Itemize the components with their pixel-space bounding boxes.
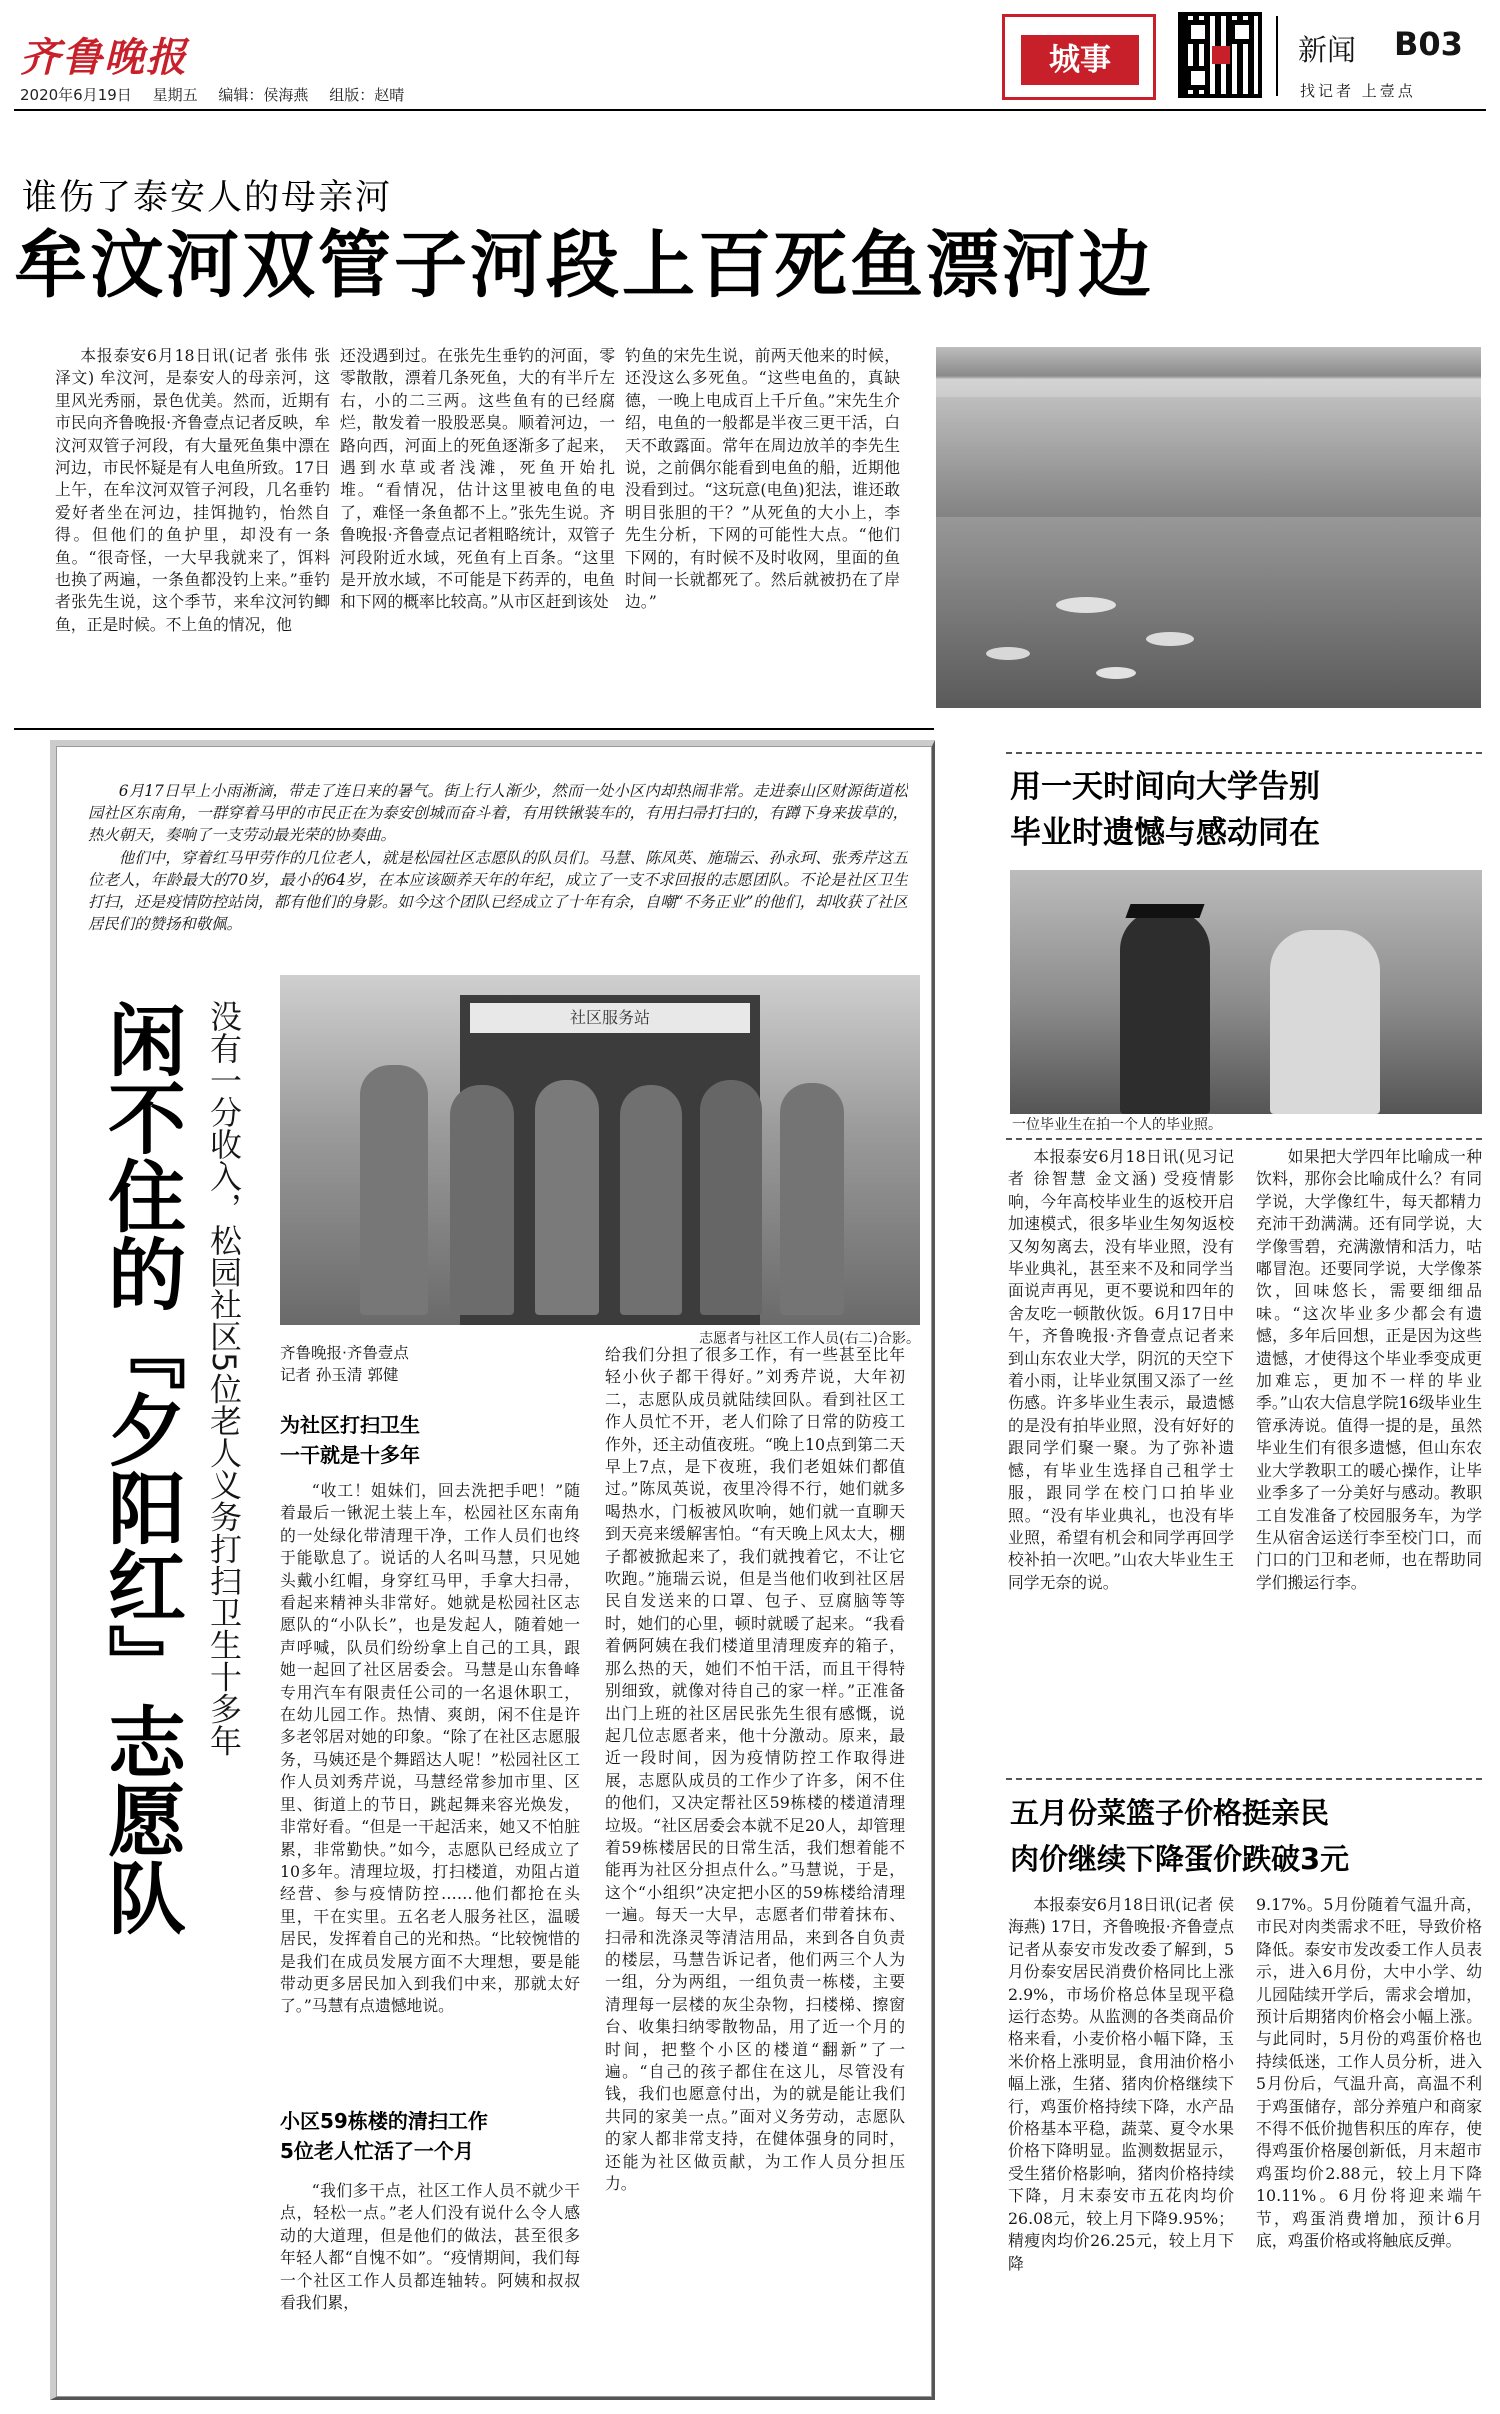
story1-kicker: 谁伤了泰安人的母亲河: [22, 178, 393, 218]
story1-headline: 牟汶河双管子河段上百死鱼漂河边: [14, 223, 1154, 308]
story2-intro: [88, 780, 908, 980]
story2-subhead-1b: 一干就是十多年: [280, 1443, 420, 1467]
graduation-photo-caption: 一位毕业生在拍一个人的毕业照。: [1012, 1117, 1222, 1133]
issue-info: [20, 84, 404, 105]
section-tag: 城事: [1021, 35, 1139, 85]
photo-water-icon: [936, 397, 1481, 517]
story3-caption-rule: [1006, 1138, 1482, 1140]
story1-bottom-rule: [14, 728, 934, 730]
photo-sign: 社区服务站: [470, 1003, 750, 1033]
story4-headline-line1: 五月份菜篮子价格挺亲民: [1010, 1796, 1330, 1830]
volunteers-photo-caption: 志愿者与社区工作人员(右二)合影。: [699, 1331, 920, 1347]
header-divider: [1276, 16, 1278, 96]
qr-code-icon: [1178, 12, 1262, 98]
mortarboard-icon: [1125, 904, 1204, 918]
story2-column-b: 给我们分担了很多工作，有一些甚至比年轻小伙子都干得好。”刘秀芹说，大年初二，志愿队成员就陆续回队。看到社区工作人员忙不开，老人们除了日常的防疫工作外，还主动值夜班。“晚上10点到第二天早上7点，是下夜班，我们老姐妹们都值过。”陈凤英说，夜里冷得不行，她们就多喝热水，门板被风吹响，她们就一直聊天到天亮来缓解害怕。“有天晚上风太大，棚子都被掀起来了，我们就拽着它，不让它吹跑。”施瑞云说，但是当他们收到社区居民自发送来的口罩、包子、豆腐脑等等时，她们的心里，顿时就暖了起来。“我看着俩阿姨在我们楼道里清理废弃的箱子，那么热的天，她们不怕干活，而且干得特别细致，就像对待自己的家一样。”正准备出门上班的社区居民张先生很有感慨，说起几位志愿者来，他十分激动。原来，最近一段时间，因为疫情防控工作取得进展，志愿队成员的工作少了许多，闲不住的他们，又决定帮社区59栋楼的楼道清理垃圾。“社区居委会本就不足20人，却管理着59栋楼居民的日常生活，我们想着能不能再为社区分担点什么。”马慧说，于是，这个“小组织”决定把小区的59栋楼给清理一遍。每天一大早，志愿者们带着抹布、扫帚和洗涤灵等清洁用品，来到各自负责的楼层，马慧告诉记者，他们两三个人为一组，分为两组，一组负责一栋楼，主要清理每一层楼的灰尘杂物，扫楼梯、擦窗台、收集扫纳零散物品，用了近一个月的时间，把整个小区的楼道“翻新”了一遍。“自己的孩子都住在这儿，尽管没有钱，我们也愿意付出，为的就是能让我们共同的家美一点。”面对义务劳动，志愿队的家人都非常支持，在健体强身的同时，还能为社区做贡献，为工作人员分担压力。: [605, 1345, 905, 2194]
person-icon: [1270, 930, 1380, 1114]
masthead-rule: [14, 109, 1486, 111]
fish-icon: [1096, 667, 1136, 679]
story2-byline: [280, 1342, 409, 1386]
story2-column-a1: “收工！姐妹们，回去洗把手吧！”随着最后一锹泥土装上车，松园社区东南角的一处绿化带清理干净，工作人员们也终于能歇息了。说话的人名叫马慧，只见她头戴小红帽，身穿红马甲，手拿大扫帚，看起来精神头非常好。她就是松园社区志愿队的“小队长”，也是发起人，随着她一声呼喊，队员们纷纷拿上自己的工具，跟她一起回了社区居委会。马慧是山东鲁峰专用汽车有限责任公司的一名退休职工，在幼儿园工作。热情、爽朗，闲不住是许多老邻居对她的印象。“除了在社区志愿服务，马姨还是个舞蹈达人呢！”松园社区工作人员刘秀芹说，马慧经常参加市里、区里、街道上的节日，跳起舞来容光焕发，非常好看。“但是一干起活来，她又不怕脏累，非常勤快。”如今，志愿队已经成立了10多年。清理垃圾，打扫楼道，劝阻占道经营、参与疫情防控……他们都抢在头里，干在实里。五名老人服务社区，温暖居民，发挥着自己的光和热。“比较惋惜的是我们在成员发展方面不大理想，要是能带动更多居民加入到我们中来，那就太好了。”马慧有点遗憾地说。: [280, 1481, 580, 2016]
issue-date: 2020年6月19日: [20, 86, 132, 104]
person-icon: [535, 1080, 599, 1315]
story2-intro-paragraph-2: 他们中，穿着红马甲劳作的几位老人，就是松园社区志愿队的队员们。马慧、陈凤英、施瑞云、孙永珂、张秀芹这五位老人，年龄最大的70岁，最小的64岁，在本应该颐养天年的年纪，成立了一支不求回报的志愿团队。不论是社区卫生打扫，还是疫情防控站岗，都有他们的身影。如今这个团队已经成立了十年有余，自嘲“不务正业”的他们，却收获了社区居民们的赞扬和敬佩。: [88, 848, 908, 934]
story2-subhead-1: [280, 1410, 420, 1470]
slogan: 找记者 上壹点: [1300, 82, 1416, 100]
story2-byline-outlet: 齐鲁晚报·齐鲁壹点: [280, 1344, 409, 1362]
story2-byline-reporters: 记者 孙玉清 郭健: [280, 1366, 399, 1384]
story2-headline: 闲不住的『夕阳红』志愿队: [95, 1000, 185, 1936]
story3-top-rule: [1006, 752, 1482, 754]
story1-column-3: 钓鱼的宋先生说，前两天他来的时候，还没这么多死鱼。“这些电鱼的，真缺德，一晚上电成百上千斤鱼。”宋先生介绍，电鱼的一般都是半夜三更干活，白天不敢露面。常年在周边放羊的李先生说，之前偶尔能看到电鱼的船，近期他没看到过。“这玩意(电鱼)犯法，谁还敢明目张胆的干？”从死鱼的大小上，李先生分析，下网的可能性大点。“他们下网的，有时候不及时收网，里面的鱼时间一长就都死了。然后就被扔在了岸边。”: [625, 346, 900, 612]
channel-name: 新闻: [1298, 33, 1357, 67]
story1-column-2: 还没遇到过。在张先生垂钓的河面，零零散散，漂着几条死鱼，大的有半斤左右，小的二三两。这些鱼有的已经腐烂，散发着一股股恶臭。顺着河边，一路向西，河面上的死鱼逐渐多了起来，遇到水草或者浅滩，死鱼开始扎堆。“看情况，估计这里被电鱼的电了，难怪一条鱼都不上。”张先生说。齐鲁晚报·齐鲁壹点记者粗略统计，双管子河段附近水域，死鱼有上百条。“这里是开放水域，不可能是下药弄的，电鱼和下网的概率比较高。”从市区赶到该处: [340, 346, 615, 612]
newspaper-logo: 齐鲁晚报: [20, 34, 188, 81]
volunteers-photo: [280, 975, 920, 1325]
story2-subhead-2b: 5位老人忙活了一个月: [280, 2139, 474, 2163]
issue-designer: 组版：赵晴: [329, 86, 405, 104]
fish-icon: [1146, 632, 1194, 646]
story3-headline-line2: 毕业时遗憾与感动同在: [1010, 815, 1320, 851]
story3-headline-line1: 用一天时间向大学告别: [1010, 769, 1320, 805]
graduation-photo: [1010, 870, 1482, 1114]
story2-subhead-2a: 小区59栋楼的清扫工作: [280, 2109, 488, 2133]
dead-fish-photo: [936, 347, 1481, 708]
issue-editor: 编辑：侯海燕: [218, 86, 309, 104]
issue-weekday: 星期五: [152, 86, 198, 104]
person-icon: [700, 1080, 762, 1315]
page-number: B03: [1394, 25, 1463, 63]
section-tag-box: [1002, 14, 1156, 100]
fish-icon: [986, 647, 1030, 660]
person-icon: [450, 1085, 514, 1315]
story4-headline-line2: 肉价继续下降蛋价跌破3元: [1010, 1842, 1350, 1876]
story3-column-1: 本报泰安6月18日讯(见习记者 徐智慧 金文涵) 受疫情影响，今年高校毕业生的返校开启加速模式，很多毕业生匆匆返校又匆匆离去，没有毕业照，没有毕业典礼，甚至来不及和同学当面说声再见，更不要说和四年的舍友吃一顿散伙饭。6月17日中午，齐鲁晚报·齐鲁壹点记者来到山东农业大学，阴沉的天空下着小雨，让毕业氛围又添了一丝伤感。许多毕业生表示，最遗憾的是没有拍毕业照，没有好好的跟同学们聚一聚。为了弥补遗憾，有毕业生选择自己租学士服，跟同学在校门口拍毕业照。“没有毕业典礼，也没有毕业照，希望有机会和同学再回学校补拍一次吧。”山农大毕业生王同学无奈的说。: [1008, 1147, 1234, 1592]
story4-column-1: 本报泰安6月18日讯(记者 侯海燕) 17日，齐鲁晚报·齐鲁壹点记者从泰安市发改委了解到，5月份泰安居民消费价格同比上涨2.9%，市场价格总体呈现平稳运行态势。从监测的各类商品价格来看，小麦价格小幅下降，玉米价格上涨明显，食用油价格小幅上涨，生猪、猪肉价格继续下行，鸡蛋价格持续下降，水产品价格基本平稳，蔬菜、夏令水果价格下降明显。监测数据显示，受生猪价格影响，猪肉价格持续下降，月末泰安市五花肉均价26.08元，较上月下降9.95%；精瘦肉均价26.25元，较上月下降: [1008, 1895, 1234, 2273]
story2-subhead-2: [280, 2106, 488, 2166]
person-icon: [360, 1065, 428, 1315]
person-icon: [620, 1085, 682, 1315]
masthead: [0, 0, 1500, 112]
story4-top-rule: [1006, 1778, 1482, 1780]
story1-column-1: 本报泰安6月18日讯(记者 张伟 张泽文) 牟汶河，是泰安人的母亲河，这里风光秀丽，景色优美。然而，近期有市民向齐鲁晚报·齐鲁壹点记者反映，牟汶河双管子河段，有大量死鱼集中漂在河边，市民怀疑是有人电鱼所致。17日上午，在牟汶河双管子河段，几名垂钓爱好者坐在河边，挂饵抛钓，怡然自得。但他们的鱼护里，却没有一条鱼。“很奇怪，一大早我就来了，饵料也换了两遍，一条鱼都没钓上来。”垂钓者张先生说，这个季节，来牟汶河钓鲫鱼，正是时候。不上鱼的情况，他: [55, 346, 330, 634]
story4-headline: [1010, 1790, 1349, 1882]
story3-headline: [1010, 764, 1320, 856]
fish-icon: [1056, 597, 1116, 613]
story2-subheadline: 没有一分收入，松园社区5位老人义务打扫卫生十多年: [205, 1000, 243, 1757]
story4-column-2: 9.17%。5月份随着气温升高，市民对肉类需求不旺，导致价格降低。泰安市发改委工作人员表示，进入6月份，大中小学、幼儿园陆续开学后，需求会增加，预计后期猪肉价格会小幅上涨。与此同时，5月份的鸡蛋价格也持续低迷，工作人员分析，进入5月份后，气温升高，高温不利于鸡蛋储存，部分养殖户和商家不得不低价抛售积压的库存，使得鸡蛋价格屡创新低，月末超市鸡蛋均价2.88元，较上月下降10.11%。6月份将迎来端午节，鸡蛋消费增加，预计6月底，鸡蛋价格或将触底反弹。: [1256, 1895, 1482, 2251]
story3-column-2: 如果把大学四年比喻成一种饮料，那你会比喻成什么？有同学说，大学像红牛，每天都精力充沛干劲满满。还有同学说，大学像雪碧，充满激情和活力，咕嘟冒泡。还要同学说，大学像茶饮，回味悠长，需要细细品味。“这次毕业多少都会有遗憾，多年后回想，正是因为这些遗憾，才使得这个毕业季变成更加难忘，更加不一样的毕业季。”山农大信息学院16级毕业生管承涛说。值得一提的是，虽然毕业生们有很多遗憾，但山东农业大学教职工的暖心操作，让毕业季多了一分美好与感动。教职工自发准备了校园服务车，为学生从宿舍运送行李至校门口，而门口的门卫和老师，也在帮助同学们搬运行李。: [1256, 1147, 1482, 1592]
person-icon: [780, 1083, 844, 1315]
story2-column-a2: “我们多干点，社区工作人员不就少干点，轻松一点。”老人们没有说什么令人感动的大道理，但是他们的做法，甚至很多年轻人都“自愧不如”。“疫情期间，我们每一个社区工作人员都连轴转。阿姨和叔叔看我们累，: [280, 2181, 580, 2313]
graduate-icon: [1120, 910, 1210, 1114]
story2-intro-paragraph-1: 6月17日早上小雨淅滴，带走了连日来的暑气。街上行人渐少，然而一处小区内却热闹非常。走进泰山区财源街道松园社区东南角，一群穿着马甲的市民正在为泰安创城而奋斗着，有用铁锹装车的，有用扫帚打扫的，有蹲下身来拔草的，热火朝天，奏响了一支劳动最光荣的协奏曲。: [88, 782, 908, 845]
story2-subhead-1a: 为社区打扫卫生: [280, 1413, 420, 1437]
